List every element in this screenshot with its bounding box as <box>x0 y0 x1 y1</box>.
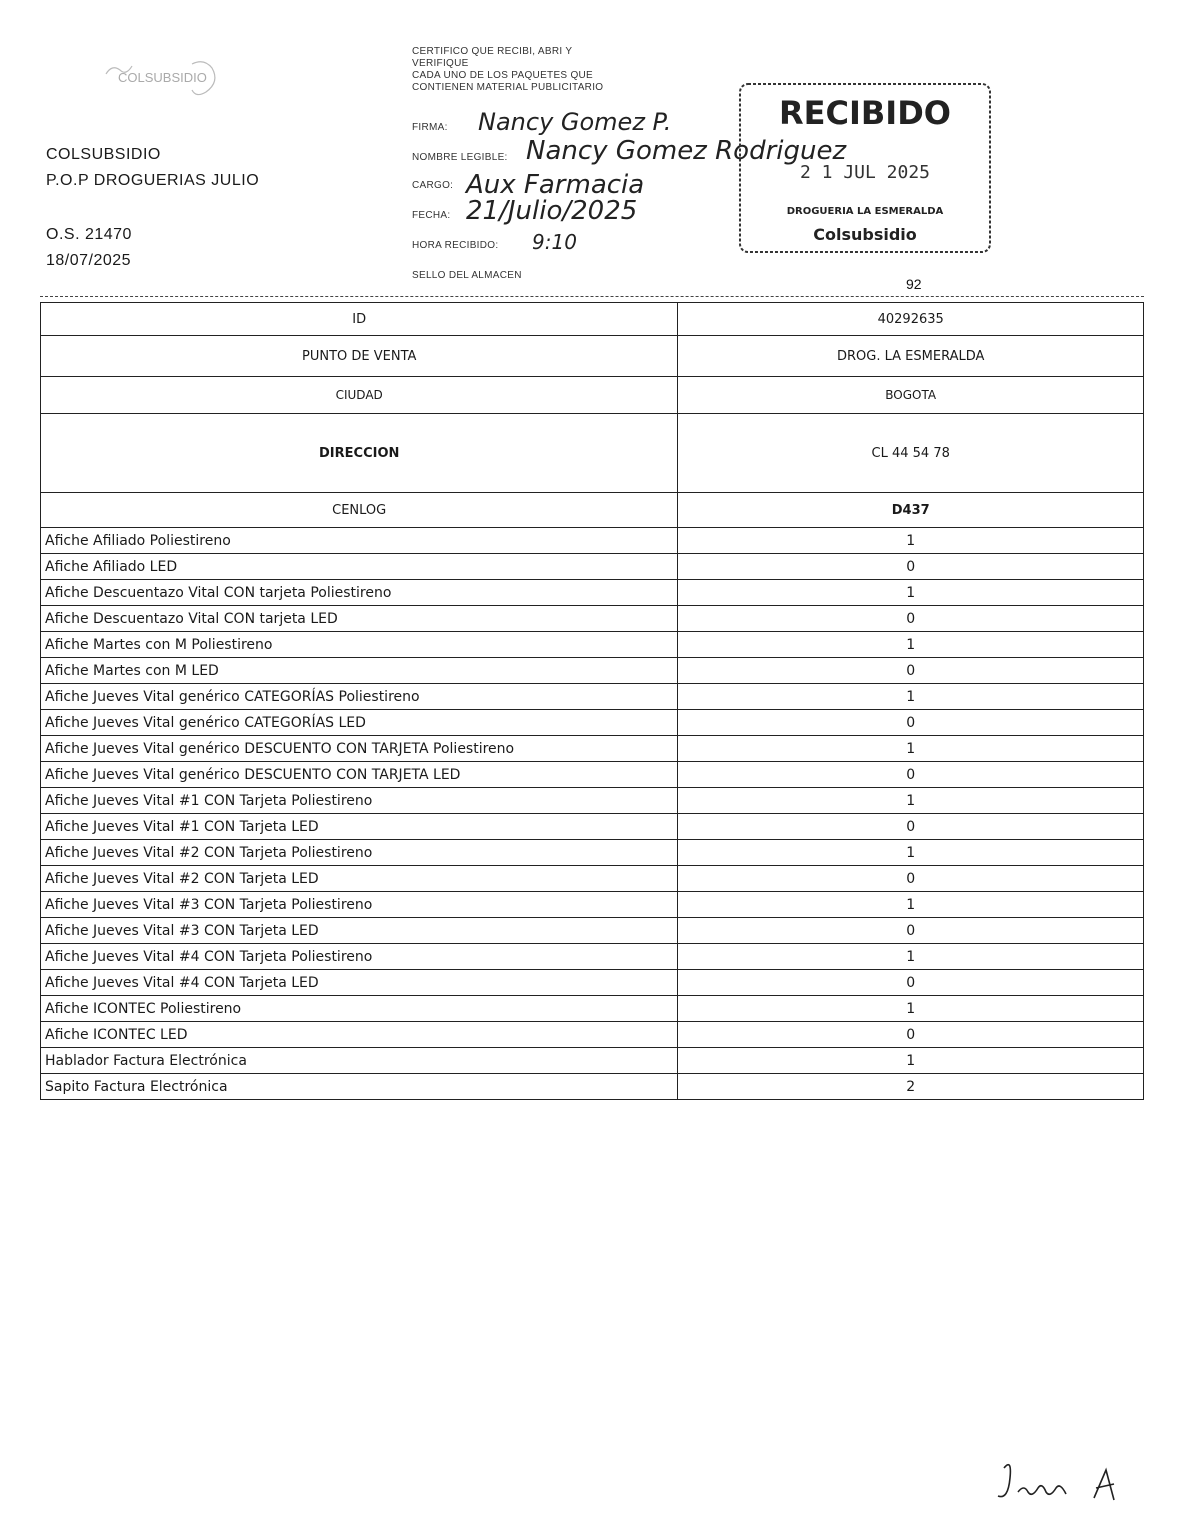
item-qty: 1 <box>678 996 1144 1022</box>
item-row <box>41 736 1144 762</box>
item-row <box>41 580 1144 606</box>
page-number: 92 <box>906 276 922 292</box>
item-qty: 0 <box>678 866 1144 892</box>
handwritten-signature <box>990 1448 1130 1518</box>
cargo-label: CARGO: <box>412 180 454 191</box>
item-qty: 1 <box>678 788 1144 814</box>
item-label: Afiche Jueves Vital #2 CON Tarjeta Poliestireno <box>41 840 678 866</box>
item-row <box>41 788 1144 814</box>
fecha-label: FECHA: <box>412 210 451 221</box>
order-number: O.S. 21470 <box>46 226 132 243</box>
item-row <box>41 762 1144 788</box>
item-qty: 1 <box>678 840 1144 866</box>
header-value: 40292635 <box>678 303 1144 336</box>
item-label: Afiche Jueves Vital #1 CON Tarjeta Poliestireno <box>41 788 678 814</box>
certificate-line: CONTIENEN MATERIAL PUBLICITARIO <box>412 82 604 93</box>
item-row <box>41 554 1144 580</box>
certificate-line: VERIFIQUE <box>412 58 469 69</box>
nombre-label: NOMBRE LEGIBLE: <box>412 152 508 163</box>
item-row <box>41 1074 1144 1100</box>
received-stamp <box>736 78 994 258</box>
item-qty: 1 <box>678 684 1144 710</box>
header-row-id <box>41 303 1144 336</box>
certificate-line: CERTIFICO QUE RECIBI, ABRI Y <box>412 46 573 57</box>
firma-value: Nancy Gomez P. <box>478 108 672 136</box>
item-qty: 1 <box>678 736 1144 762</box>
item-qty: 2 <box>678 1074 1144 1100</box>
item-label: Afiche Jueves Vital genérico DESCUENTO CON TARJETA Poliestireno <box>41 736 678 762</box>
item-label: Afiche Afiliado LED <box>41 554 678 580</box>
hora-value: 9:10 <box>532 230 577 254</box>
item-label: Afiche Martes con M LED <box>41 658 678 684</box>
item-row <box>41 840 1144 866</box>
header-value: DROG. LA ESMERALDA <box>678 336 1144 377</box>
item-row <box>41 1022 1144 1048</box>
header-row-ciudad <box>41 377 1144 414</box>
item-qty: 0 <box>678 554 1144 580</box>
item-qty: 0 <box>678 762 1144 788</box>
item-row <box>41 1048 1144 1074</box>
item-row <box>41 710 1144 736</box>
item-label: Afiche Jueves Vital genérico CATEGORÍAS Poliestireno <box>41 684 678 710</box>
item-label: Afiche Jueves Vital #1 CON Tarjeta LED <box>41 814 678 840</box>
company-name: COLSUBSIDIO <box>46 146 161 163</box>
item-row <box>41 970 1144 996</box>
item-qty: 1 <box>678 944 1144 970</box>
item-label: Afiche Descuentazo Vital CON tarjeta LED <box>41 606 678 632</box>
company-subtitle: P.O.P DROGUERIAS JULIO <box>46 172 260 189</box>
stamp-store: DROGUERIA LA ESMERALDA <box>786 206 944 217</box>
item-qty: 0 <box>678 918 1144 944</box>
header-label: CENLOG <box>41 493 678 528</box>
header-label: PUNTO DE VENTA <box>41 336 678 377</box>
certificate-text <box>412 46 662 94</box>
item-label: Afiche Jueves Vital #3 CON Tarjeta LED <box>41 918 678 944</box>
header-value: BOGOTA <box>678 377 1144 414</box>
firma-label: FIRMA: <box>412 122 448 133</box>
item-row <box>41 814 1144 840</box>
item-qty: 0 <box>678 970 1144 996</box>
item-qty: 0 <box>678 1022 1144 1048</box>
item-qty: 1 <box>678 892 1144 918</box>
stamp-date: 2 1 JUL 2025 <box>799 162 931 183</box>
header-value: CL 44 54 78 <box>678 414 1144 493</box>
item-row <box>41 944 1144 970</box>
item-label: Hablador Factura Electrónica <box>41 1048 678 1074</box>
item-label: Afiche Afiliado Poliestireno <box>41 528 678 554</box>
colsubsidio-logo <box>96 52 236 112</box>
item-label: Afiche Jueves Vital #4 CON Tarjeta Poliestireno <box>41 944 678 970</box>
order-date: 18/07/2025 <box>46 252 132 269</box>
item-qty: 1 <box>678 1048 1144 1074</box>
item-qty: 0 <box>678 814 1144 840</box>
item-qty: 0 <box>678 658 1144 684</box>
header-row-direccion <box>41 414 1144 493</box>
item-qty: 1 <box>678 632 1144 658</box>
sello-label: SELLO DEL ALMACEN <box>412 270 522 281</box>
item-row <box>41 684 1144 710</box>
stamp-brand: Colsubsidio <box>813 225 917 244</box>
item-label: Afiche Jueves Vital #2 CON Tarjeta LED <box>41 866 678 892</box>
item-row <box>41 996 1144 1022</box>
item-label: Afiche ICONTEC LED <box>41 1022 678 1048</box>
item-row <box>41 918 1144 944</box>
item-qty: 0 <box>678 710 1144 736</box>
item-label: Afiche ICONTEC Poliestireno <box>41 996 678 1022</box>
header-label: DIRECCION <box>41 414 678 493</box>
divider <box>40 296 1144 297</box>
item-row <box>41 866 1144 892</box>
item-label: Afiche Jueves Vital genérico CATEGORÍAS LED <box>41 710 678 736</box>
item-row <box>41 892 1144 918</box>
item-row <box>41 528 1144 554</box>
header-row-punto-de-venta <box>41 336 1144 377</box>
header-value: D437 <box>678 493 1144 528</box>
item-label: Afiche Descuentazo Vital CON tarjeta Poliestireno <box>41 580 678 606</box>
item-row <box>41 632 1144 658</box>
header-label: ID <box>41 303 678 336</box>
header-label: CIUDAD <box>41 377 678 414</box>
logo-text: COLSUBSIDIO <box>118 70 207 85</box>
item-label: Sapito Factura Electrónica <box>41 1074 678 1100</box>
store-sheet-table <box>40 302 1144 1100</box>
nombre-value: Nancy Gomez Rodriguez <box>526 136 847 166</box>
certificate-line: CADA UNO DE LOS PAQUETES QUE <box>412 70 594 81</box>
item-label: Afiche Jueves Vital #4 CON Tarjeta LED <box>41 970 678 996</box>
item-label: Afiche Jueves Vital #3 CON Tarjeta Poliestireno <box>41 892 678 918</box>
cargo-value: Aux Farmacia <box>466 170 645 200</box>
item-label: Afiche Martes con M Poliestireno <box>41 632 678 658</box>
header-row-cenlog <box>41 493 1144 528</box>
stamp-title: RECIBIDO <box>779 94 951 132</box>
hora-label: HORA RECIBIDO: <box>412 240 499 251</box>
item-row <box>41 606 1144 632</box>
item-qty: 0 <box>678 606 1144 632</box>
fecha-value: 21/Julio/2025 <box>466 196 638 226</box>
item-label: Afiche Jueves Vital genérico DESCUENTO CON TARJETA LED <box>41 762 678 788</box>
item-qty: 1 <box>678 528 1144 554</box>
item-qty: 1 <box>678 580 1144 606</box>
item-row <box>41 658 1144 684</box>
